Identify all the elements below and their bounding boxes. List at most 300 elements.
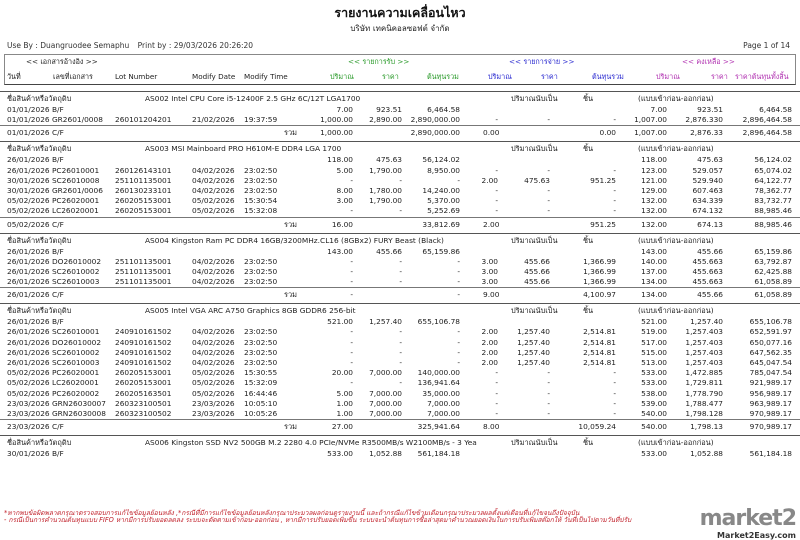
in-total: 7,000.00 [427,398,460,408]
out-qty: 2.00 [481,175,498,185]
table-row [0,247,800,257]
cf-bal-price: 455.66 [697,290,723,300]
in-total: - [457,266,460,276]
doc-ref: 26/01/2026 SC26010003 [7,358,100,367]
in-qty: - [350,175,353,185]
col-modify-time: Modify Time [244,72,288,81]
lot-number: 251101135001 [115,175,172,185]
carry-forward-row [0,419,800,433]
costing-method: (แบบเข้าก่อน-ออกก่อน) [638,144,714,154]
out-price: - [547,408,550,418]
in-price: 923.51 [376,105,402,114]
out-qty: 2.00 [481,358,498,367]
group-balance: << คงเหลือ >> [682,57,735,66]
unit: ชิ้น [583,94,594,103]
out-price: 1,257.40 [517,337,550,347]
doc-ref: 26/01/2026 SC26010002 [7,347,100,357]
group-receive: << รายการรับ >> [348,57,410,66]
bal-qty: 539.00 [641,398,667,408]
table-row [0,257,800,267]
out-qty: - [495,408,498,418]
bal-qty: 533.00 [641,449,667,459]
lot-number: 240910161502 [115,358,172,367]
out-qty: - [495,398,498,408]
modify-time: 23:02:50 [244,185,278,195]
modify-date: 04/02/2026 [192,347,235,357]
out-total: - [613,408,616,418]
table-row [0,378,800,388]
bal-total: 963,989.17 [749,398,792,408]
bal-total: 62,425.88 [754,266,792,276]
cf-in-qty: - [350,290,353,300]
bal-price: 455.663 [692,277,723,287]
product-header-row [0,141,800,155]
bal-price: 634.339 [692,196,723,206]
in-qty: - [350,327,353,337]
bal-total: 78,362.77 [754,185,792,195]
doc-ref: 23/03/2026 GRN26030008 [7,408,106,418]
bal-total: 63,792.87 [754,256,792,266]
product-header-row [0,233,800,247]
table-row [0,155,800,165]
bal-qty: 517.00 [641,337,667,347]
modify-time: 23:02:50 [244,256,278,266]
in-qty: 5.00 [336,165,353,175]
out-price: - [547,185,550,195]
cf-in-qty: 16.00 [331,219,353,229]
product-name: AS003 MSI Mainboard PRO H610M-E DDR4 LGA 1700 [145,144,342,154]
in-qty: - [350,378,353,388]
in-price: - [399,337,402,347]
out-price: - [547,368,550,378]
product-header-row [0,91,800,105]
out-qty: - [495,196,498,206]
in-total: - [457,347,460,357]
cf-in-qty: 27.00 [331,422,353,432]
cf-in-qty: 1,000.00 [320,128,353,138]
in-price: 7,000.00 [369,408,402,418]
in-total: - [457,358,460,367]
in-price: 7,000.00 [369,388,402,398]
bal-price: 1,257.403 [685,347,723,357]
report-body [0,89,800,459]
col-out-total: ต้นทุนรวม [592,72,624,81]
bal-qty: 533.00 [641,378,667,388]
in-qty: 118.00 [327,155,353,165]
costing-method: (แบบเข้าก่อน-ออกก่อน) [638,306,714,316]
out-price: - [547,196,550,206]
bal-total: 785,047.54 [749,368,792,378]
cf-out-total: 4,100.97 [583,290,616,300]
out-qty: 3.00 [481,266,498,276]
table-row [0,368,800,378]
bal-total: 647,562.35 [749,347,792,357]
out-price: - [547,398,550,408]
unit: ชิ้น [583,438,594,448]
lot-number: 260323100502 [115,408,172,418]
cf-out-qty: 8.00 [483,422,500,432]
col-bal-qty: ปริมาณ [656,72,680,81]
lot-number: 251101135001 [115,277,172,287]
unit-label: ปริมาณนับเป็น [511,306,558,316]
bal-total: 64,122.77 [754,175,792,185]
modify-date: 23/03/2026 [192,398,235,408]
out-qty: 3.00 [481,256,498,266]
cf-bal-qty: 540.00 [641,422,667,432]
out-total: 951.25 [590,175,616,185]
unit-label: ปริมาณนับเป็น [511,438,558,448]
bal-price: 2,876.330 [685,115,723,125]
bal-price: 1,798.128 [685,408,723,418]
table-row [0,338,800,348]
in-price: 1,257.40 [369,317,402,327]
carry-forward-row [0,217,800,231]
in-qty: 521.00 [327,317,353,327]
in-price: - [399,327,402,337]
product-label: ชื่อสินค้าหรือวัตถุดิบ [7,306,72,316]
unit: ชิ้น [583,144,594,154]
modify-time: 23:02:50 [244,358,278,367]
lot-number: 251101135001 [115,266,172,276]
bal-qty: 519.00 [641,327,667,337]
modify-time: 23:02:50 [244,175,278,185]
product-name: AS006 Kingston SSD NV2 500GB M.2 2280 4.0 PCIe/NVMe R3500MB/s W2100MB/s - 3 Yea [145,438,477,448]
in-total: 35,000.00 [422,388,460,398]
bal-qty: 143.00 [641,246,667,256]
costing-method: (แบบเข้าก่อน-ออกก่อน) [638,94,714,103]
unit-label: ปริมาณนับเป็น [511,235,558,245]
lot-number: 260126143101 [115,165,172,175]
cf-bal-qty: 1,007.00 [634,128,667,138]
modify-date: 04/02/2026 [192,266,235,276]
doc-ref: 05/02/2026 PC26020001 [7,368,100,378]
watermark-site: Market2Easy.com [717,531,796,540]
table-row [0,186,800,196]
cf-out-qty: 9.00 [483,290,500,300]
bal-total: 650,077.16 [749,337,792,347]
in-qty: 5.00 [336,388,353,398]
lot-number: 260101204201 [115,115,172,125]
print-meta [7,41,259,50]
in-price: 455.66 [376,246,402,256]
bal-total: 970,989.17 [749,408,792,418]
doc-ref: 05/02/2026 LC26020001 [7,206,99,216]
modify-date: 04/02/2026 [192,358,235,367]
table-row [0,166,800,176]
modify-time: 15:30:54 [244,196,278,206]
cf-label: 26/01/2026 C/F [7,290,64,300]
in-total: 7,000.00 [427,408,460,418]
bal-price: 475.63 [697,155,723,165]
out-total: - [613,398,616,408]
cf-label: 01/01/2026 C/F [7,128,64,138]
out-total: - [613,368,616,378]
bal-total: 6,464.58 [759,105,792,114]
out-price: 1,257.40 [517,347,550,357]
out-total: 2,514.81 [583,337,616,347]
lot-number: 251101135001 [115,256,172,266]
bal-qty: 129.00 [641,185,667,195]
doc-ref: 01/01/2026 B/F [7,105,64,114]
modify-time: 23:02:50 [244,277,278,287]
in-qty: 143.00 [327,246,353,256]
modify-time: 15:30:55 [244,368,278,378]
product-label: ชื่อสินค้าหรือวัตถุดิบ [7,144,72,154]
cf-bal-total: 2,896,464.58 [742,128,792,138]
bal-price: 455.663 [692,256,723,266]
modify-date: 04/02/2026 [192,185,235,195]
in-total: 65,159.86 [422,246,460,256]
cf-out-total: 0.00 [599,128,616,138]
group-issue: << รายการจ่าย >> [509,57,575,66]
table-row [0,196,800,206]
cf-out-total: 10,059.24 [578,422,616,432]
bal-total: 956,989.17 [749,388,792,398]
in-total: 561,184.18 [417,449,460,459]
modify-date: 04/02/2026 [192,165,235,175]
lot-number: 260205163501 [115,388,172,398]
doc-ref: 30/01/2026 GR2601/0006 [7,185,103,195]
in-qty: - [350,337,353,347]
lot-number: 260130233101 [115,185,172,195]
bal-qty: 533.00 [641,368,667,378]
modify-time: 23:02:50 [244,337,278,347]
bal-price: 607.463 [692,185,723,195]
report-title: รายงานความเคลื่อนไหว [334,5,466,20]
in-total: 8,950.00 [427,165,460,175]
unit: ชิ้น [583,235,594,245]
product-label: ชื่อสินค้าหรือวัตถุดิบ [7,235,72,245]
modify-date: 05/02/2026 [192,206,235,216]
table-row [0,449,800,459]
col-docno: เลขที่เอกสาร [53,72,93,81]
in-qty: - [350,347,353,357]
in-total: - [457,277,460,287]
in-qty: 1.00 [336,408,353,418]
in-total: 136,941.64 [417,378,460,388]
col-out-price: ราคา [541,72,558,81]
bal-price: 455.663 [692,266,723,276]
out-total: - [613,378,616,388]
in-qty: 1.00 [336,398,353,408]
out-price: - [547,115,550,125]
bal-price: 1,257.403 [685,358,723,367]
in-price: 1,790.00 [369,165,402,175]
out-total: 1,366.99 [583,266,616,276]
col-bal-total: ราคาต้นทุนทั้งสิ้น [735,72,789,81]
col-lot: Lot Number [115,72,158,81]
in-total: 56,124.02 [422,155,460,165]
bal-total: 652,591.97 [749,327,792,337]
out-price: 1,257.40 [517,327,550,337]
doc-ref: 30/01/2026 SC26010008 [7,175,100,185]
in-price: - [399,206,402,216]
sum-label: รวม [284,128,297,138]
bal-price: 674.132 [692,206,723,216]
cf-bal-qty: 132.00 [641,219,667,229]
modify-time: 15:32:09 [244,378,278,388]
out-total: - [613,185,616,195]
bal-qty: 7.00 [650,105,667,114]
cf-bal-total: 61,058.89 [754,290,792,300]
bal-qty: 1,007.00 [634,115,667,125]
bal-qty: 137.00 [641,266,667,276]
in-qty: 1,000.00 [320,115,353,125]
bal-price: 529.057 [692,165,723,175]
modify-time: 15:32:08 [244,206,278,216]
bal-price: 455.66 [697,246,723,256]
in-total: 14,240.00 [422,185,460,195]
out-total: 2,514.81 [583,327,616,337]
bal-qty: 121.00 [641,175,667,185]
doc-ref: 01/01/2026 GR2601/0008 [7,115,103,125]
bal-price: 1,257.403 [685,337,723,347]
in-price: - [399,175,402,185]
cf-bal-qty: 134.00 [641,290,667,300]
lot-number: 260205153001 [115,206,172,216]
in-qty: - [350,277,353,287]
doc-ref: 05/02/2026 PC26020001 [7,196,100,206]
out-total: 2,514.81 [583,347,616,357]
in-qty: 533.00 [327,449,353,459]
costing-method: (แบบเข้าก่อน-ออกก่อน) [638,438,714,448]
in-total: - [457,337,460,347]
in-price: - [399,347,402,357]
in-price: 7,000.00 [369,368,402,378]
in-price: - [399,277,402,287]
modify-date: 21/02/2026 [192,115,235,125]
table-row [0,277,800,287]
bal-total: 88,985.46 [754,206,792,216]
bal-qty: 521.00 [641,317,667,327]
doc-ref: 05/02/2026 LC26020001 [7,378,99,388]
product-header-row [0,435,800,449]
lot-number: 260205153001 [115,378,172,388]
modify-time: 10:05:10 [244,398,278,408]
bal-price: 1,052.88 [690,449,723,459]
doc-ref: 26/01/2026 SC26010003 [7,277,100,287]
col-in-total: ต้นทุนรวม [427,72,459,81]
cf-in-total: 325,941.64 [417,422,460,432]
doc-ref: 26/01/2026 B/F [7,317,64,327]
bal-qty: 538.00 [641,388,667,398]
bal-total: 655,106.78 [749,317,792,327]
in-price: - [399,256,402,266]
bal-price: 1,788.477 [685,398,723,408]
cf-out-total: 951.25 [590,219,616,229]
product-name: AS004 Kingston Ram PC DDR4 16GB/3200MHz.CL16 (8GBx2) FURY Beast (Black) [145,235,444,245]
lot-number: 240910161502 [115,347,172,357]
table-row [0,327,800,337]
modify-date: 04/02/2026 [192,337,235,347]
in-price: 7,000.00 [369,398,402,408]
sum-label: รวม [284,422,297,432]
bal-total: 83,732.77 [754,196,792,206]
bal-price: 529.940 [692,175,723,185]
out-price: 475.63 [524,175,550,185]
bal-total: 65,159.86 [754,246,792,256]
in-price: 1,790.00 [369,196,402,206]
doc-ref: 26/01/2026 PC26010001 [7,165,100,175]
in-price: - [399,378,402,388]
out-qty: - [495,368,498,378]
bal-total: 56,124.02 [754,155,792,165]
cf-bal-price: 674.13 [697,219,723,229]
in-price: - [399,266,402,276]
bal-price: 1,257.403 [685,327,723,337]
cf-bal-total: 88,985.46 [754,219,792,229]
in-total: 6,464.58 [427,105,460,114]
bal-price: 1,729.811 [685,378,723,388]
bal-qty: 513.00 [641,358,667,367]
cf-out-qty: 0.00 [483,128,500,138]
table-row [0,399,800,409]
table-row [0,409,800,419]
table-row [0,105,800,115]
doc-ref: 26/01/2026 B/F [7,155,64,165]
doc-ref: 23/03/2026 GRN26030007 [7,398,106,408]
in-price: 475.63 [376,155,402,165]
modify-time: 16:44:46 [244,388,278,398]
table-row [0,267,800,277]
modify-date: 04/02/2026 [192,256,235,266]
company-name: บริษัท เทคนิคอลซอฟต์ จำกัด [350,24,450,33]
doc-ref: 26/01/2026 SC26010001 [7,327,100,337]
modify-time: 23:02:50 [244,327,278,337]
in-qty: - [350,256,353,266]
cf-out-qty: 2.00 [483,219,500,229]
footnote-1: *หากพบข้อผิดพลาดกรุณาตรวจสอบการแก้ไขข้อมูลย้อนหลัง ,*กรณีที่มีการแก้ไขข้อมูลย้อนหลังกรุณาประมวลผลก่อนดูรายงานนี้ และถ้ากรณีแก้ไขข้ามเดือนกรุณาประมวลผลตั้งแต่เดือนที่แก้ไขจนถึงปัจจุบัน [4,509,580,517]
out-total: - [613,196,616,206]
modify-date: 23/03/2026 [192,408,235,418]
out-price: - [547,206,550,216]
modify-date: 05/02/2026 [192,388,235,398]
col-bal-price: ราคา [711,72,728,81]
cf-bal-price: 2,876.33 [690,128,723,138]
bal-total: 645,047.54 [749,358,792,367]
out-qty: 2.00 [481,337,498,347]
bal-qty: 123.00 [641,165,667,175]
in-qty: 3.00 [336,196,353,206]
doc-ref: 30/01/2026 B/F [7,449,64,459]
bal-qty: 118.00 [641,155,667,165]
out-total: - [613,206,616,216]
product-name: AS005 Intel VGA ARC A750 Graphics 8GB GDDR6 256-bit [145,306,356,316]
cf-label: 05/02/2026 C/F [7,219,64,229]
modify-time: 19:37:59 [244,115,278,125]
out-price: - [547,165,550,175]
table-row [0,348,800,358]
out-total: 2,514.81 [583,358,616,367]
doc-ref: 26/01/2026 DO26010002 [7,337,102,347]
modify-date: 05/02/2026 [192,196,235,206]
out-total: 1,366.99 [583,277,616,287]
cf-in-total: 2,890,000.00 [410,128,460,138]
bal-price: 923.51 [697,105,723,114]
sum-label: รวม [284,219,297,229]
out-qty: - [495,378,498,388]
out-price: 1,257.40 [517,358,550,367]
cf-bal-total: 970,989.17 [749,422,792,432]
out-price: 455.66 [524,256,550,266]
in-price: 1,052.88 [369,449,402,459]
doc-ref: 26/01/2026 B/F [7,246,64,256]
sum-label: รวม [284,290,297,300]
product-label: ชื่อสินค้าหรือวัตถุดิบ [7,94,72,103]
out-qty: 2.00 [481,347,498,357]
carry-forward-row [0,287,800,301]
print-by: Print by : 29/03/2026 20:26:20 [137,41,254,50]
